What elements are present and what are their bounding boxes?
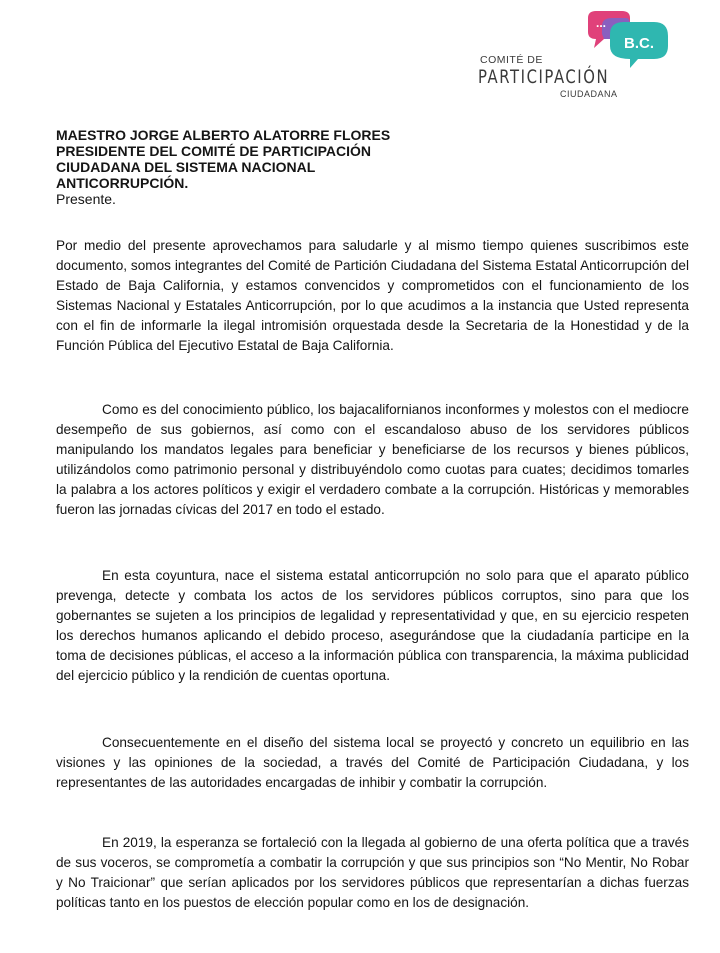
- greeting: Presente.: [56, 191, 116, 207]
- body-paragraph-2: Como es del conocimiento público, los bajacalifornianos inconformes y molestos con el mediocre desempeño de sus gobiernos, así como con el escandaloso abuso de los servidores públicos manipulando los mandatos legales para beneficiar y beneficiarse de los recursos y bienes públicos, utilizándolos como patrimonio personal y distribuyéndolo como cuotas para cuates; decidimos tomarles la palabra a los actores políticos y exigir el verdadero combate a la corrupción. Históricas y memorables fueron las jornadas cívicas del 2017 en todo el estado.: [56, 402, 689, 517]
- addressee-line: PRESIDENTE DEL COMITÉ DE PARTICIPACIÓN: [56, 143, 372, 159]
- body-paragraph-3: En esta coyuntura, nace el sistema estatal anticorrupción no solo para que el aparato público prevenga, detecte y combata los actos de los servidores públicos corruptos, sino para que los gobernantes se sujeten a los principios de legalidad y representatividad y que, en su ejercicio respeten los derechos humanos aplicando el debido proceso, asegurándose que la ciudadanía participe en la toma de decisiones públicas, el acceso a la información pública con transparencia, la máxima publicidad del ejercicio público y la rendición de cuentas oportuna.: [56, 568, 689, 683]
- bubble-text: B.C.: [624, 35, 654, 52]
- addressee-line: CIUDADANA DEL SISTEMA NACIONAL: [56, 159, 316, 175]
- organization-logo: [478, 8, 673, 100]
- addressee-block: [56, 127, 676, 207]
- speech-bubbles-icon: [582, 8, 672, 70]
- body-paragraph-1: Por medio del presente aprovechamos para saludarle y al mismo tiempo quienes suscribimos este documento, somos integrantes del Comité de Partición Ciudadana del Sistema Estatal Anticorrupción del Estado de Baja California, y estamos convencidos y comprometidos con el funcionamiento de los Sistemas Nacional y Estatales Anticorrupción, por lo que acudimos a la instancia que Usted representa con el fin de informarle la ilegal intromisión orquestada desde la Secretaria de la Honestidad y de la Función Pública del Ejecutivo Estatal de Baja California.: [56, 238, 689, 353]
- logo-line-2: PARTICIPACIÓN: [478, 66, 610, 88]
- bubble-dots: ...: [596, 16, 607, 30]
- logo-line-3: CIUDADANA: [560, 89, 618, 99]
- logo-line-1: COMITÉ DE: [480, 54, 543, 66]
- addressee-line: MAESTRO JORGE ALBERTO ALATORRE FLORES: [56, 127, 391, 143]
- body-paragraph-4: Consecuentemente en el diseño del sistema local se proyectó y concreto un equilibrio en las visiones y las opiniones de la sociedad, a través del Comité de Participación Ciudadana, y los representantes de las autoridades encargadas de inhibir y combatir la corrupción.: [56, 735, 689, 790]
- body-paragraph-5: En 2019, la esperanza se fortaleció con la llegada al gobierno de una oferta política que a través de sus voceros, se comprometía a combatir la corrupción y que sus principios son “No Mentir, No Robar y No Traicionar” que serían aplicados por los servidores públicos que representarían a dichas fuerzas políticas tanto en los puestos de elección popular como en los de designación.: [56, 835, 689, 910]
- addressee-line: ANTICORRUPCIÓN.: [56, 175, 189, 191]
